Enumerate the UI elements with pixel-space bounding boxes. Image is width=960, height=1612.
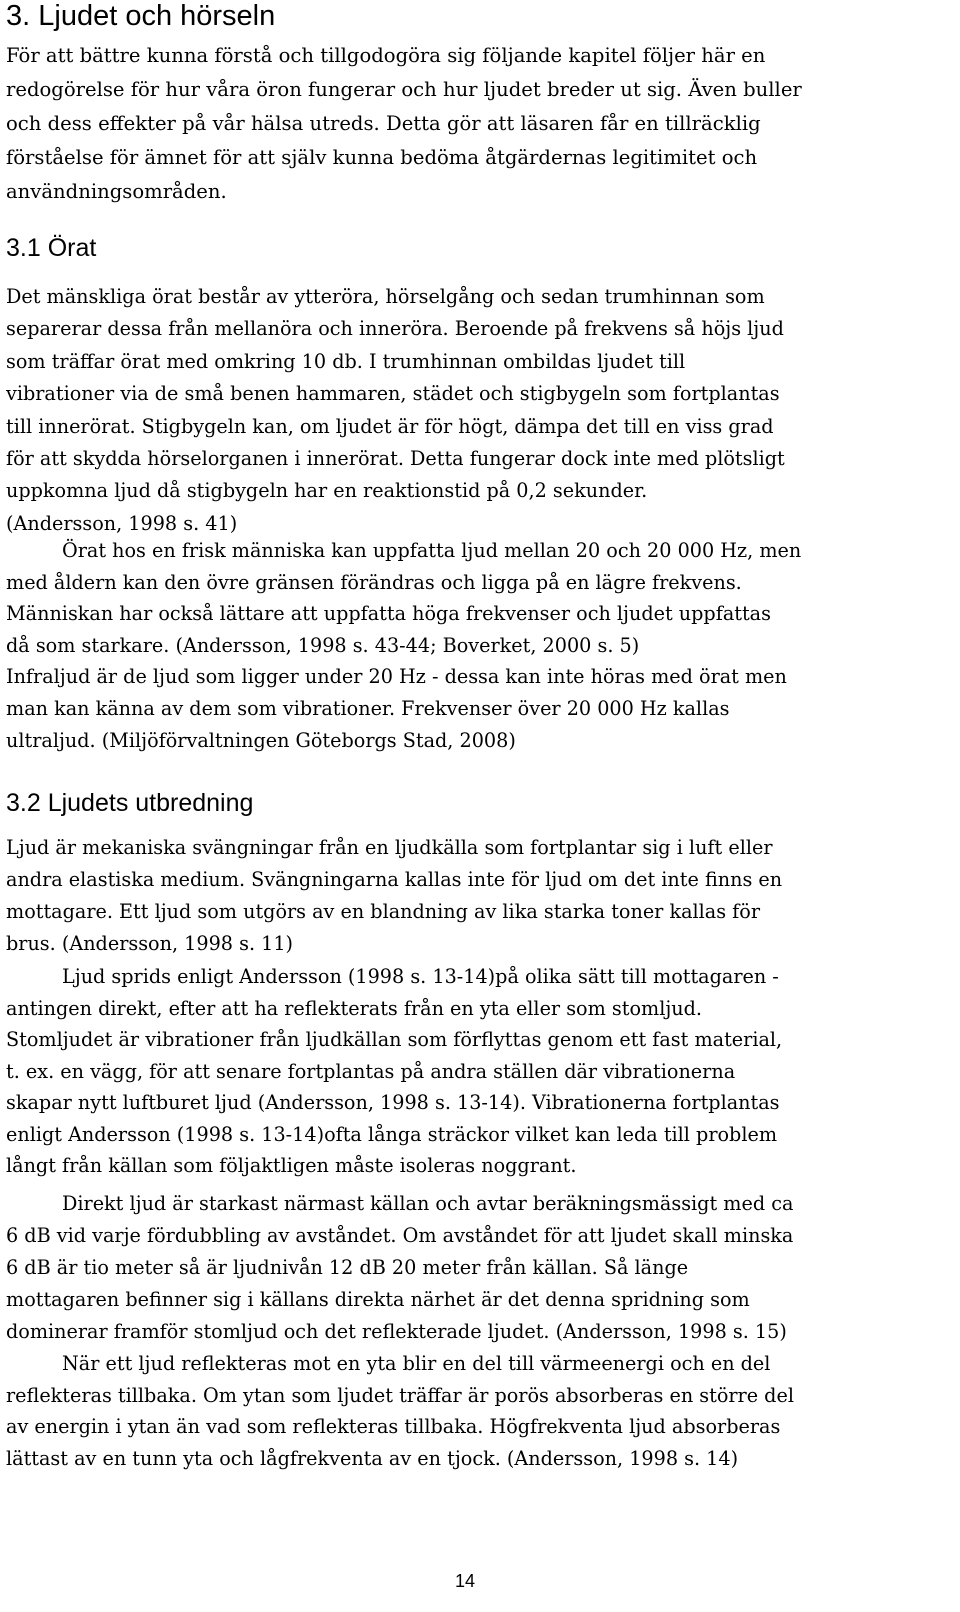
text-line: t. ex. en vägg, för att senare fortplantas på andra ställen där vibrationerna xyxy=(6,1059,736,1083)
text-line: uppkomna ljud då stigbygeln har en reaktionstid på 0,2 sekunder. xyxy=(6,479,648,503)
text-line: ultraljud. (Miljöförvaltningen Göteborgs Stad, 2008) xyxy=(6,728,516,752)
text-line: (Andersson, 1998 s. 41) xyxy=(6,511,238,535)
text-line: Direkt ljud är starkast närmast källan och avtar beräkningsmässigt med ca xyxy=(62,1192,794,1215)
text-line: som träffar örat med omkring 10 db. I trumhinnan ombildas ljudet till xyxy=(6,349,686,373)
text-line: förståelse för ämnet för att själv kunna bedöma åtgärdernas legitimitet och xyxy=(6,146,758,169)
text-line: användningsområden. xyxy=(6,180,227,203)
text-line: man kan känna av dem som vibrationer. Frekvenser över 20 000 Hz kallas xyxy=(6,696,730,720)
text-line: skapar nytt luftburet ljud (Andersson, 1998 s. 13-14). Vibrationerna fortplantas xyxy=(6,1091,780,1114)
text-line: av energin i ytan än vad som reflekteras tillbaka. Högfrekventa ljud absorberas xyxy=(6,1415,781,1438)
text-line: till innerörat. Stigbygeln kan, om ljudet är för högt, dämpa det till en viss grad xyxy=(6,414,774,438)
text-line: med åldern kan den övre gränsen förändras och ligga på en lägre frekvens. xyxy=(6,570,742,594)
chapter-heading: 3. Ljudet och hörseln xyxy=(6,0,276,32)
text-line: Det mänskliga örat består av ytteröra, hörselgång och sedan trumhinnan som xyxy=(6,285,765,308)
text-line: separerar dessa från mellanöra och inneröra. Beroende på frekvens så höjs ljud xyxy=(6,317,784,341)
text-line: då som starkare. (Andersson, 1998 s. 43-44; Boverket, 2000 s. 5) xyxy=(6,633,640,657)
text-line: mottagaren befinner sig i källans direkta närhet är det denna spridning som xyxy=(6,1288,750,1311)
text-line: När ett ljud reflekteras mot en yta blir en del till värmeenergi och en del xyxy=(62,1352,771,1375)
text-line: lättast av en tunn yta och lågfrekventa av en tjock. (Andersson, 1998 s. 14) xyxy=(6,1446,739,1470)
text-line: För att bättre kunna förstå och tillgodogöra sig följande kapitel följer här en xyxy=(6,44,766,67)
text-line: långt från källan som följaktligen måste isoleras noggrant. xyxy=(6,1154,577,1177)
text-line: antingen direkt, efter att ha reflekterats från en yta eller som stomljud. xyxy=(6,996,703,1020)
text-line: Infraljud är de ljud som ligger under 20 Hz - dessa kan inte höras med örat men xyxy=(6,665,787,689)
text-line: andra elastiska medium. Svängningarna kallas inte för ljud om det inte finns en xyxy=(6,868,783,891)
text-line: 6 dB vid varje fördubbling av avståndet. Om avståndet för att ljudet skall minska xyxy=(6,1224,794,1247)
text-line: och dess effekter på vår hälsa utreds. Detta gör att läsaren får en tillräcklig xyxy=(6,112,761,135)
text-line: enligt Andersson (1998 s. 13-14)ofta långa sträckor vilket kan leda till problem xyxy=(6,1122,778,1146)
text-line: reflekteras tillbaka. Om ytan som ljudet träffar är porös absorberas en större del xyxy=(6,1383,794,1407)
intro-paragraph xyxy=(6,39,946,209)
reflection-paragraph xyxy=(6,1348,946,1474)
text-line: mottagare. Ett ljud som utgörs av en blandning av lika starka toner kallas för xyxy=(6,900,760,923)
text-line: Människan har också lättare att uppfatta höga frekvenser och ljudet uppfattas xyxy=(6,602,771,626)
propagation-paragraph xyxy=(6,832,946,960)
text-line: vibrationer via de små benen hammaren, städet och stigbygeln som fortplantas xyxy=(6,382,780,406)
text-line: dominerar framför stomljud och det reflekterade ljudet. (Andersson, 1998 s. 15) xyxy=(6,1320,787,1343)
text-line: Ljud är mekaniska svängningar från en ljudkälla som fortplantar sig i luft eller xyxy=(6,836,773,859)
text-line: Örat hos en frisk människa kan uppfatta ljud mellan 20 och 20 000 Hz, men xyxy=(62,539,802,562)
section-heading-utbredning: 3.2 Ljudets utbredning xyxy=(6,789,254,817)
text-line: för att skydda hörselorganen i innerörat. Detta fungerar dock inte med plötsligt xyxy=(6,447,785,471)
text-line: redogörelse för hur våra öron fungerar och hur ljudet breder ut sig. Även buller xyxy=(6,78,802,101)
spreading-paragraph xyxy=(6,961,946,1182)
text-line: 6 dB är tio meter så är ljudnivån 12 dB 20 meter från källan. Så länge xyxy=(6,1256,689,1279)
hearing-range-paragraph xyxy=(6,535,946,756)
page-number: 14 xyxy=(455,1571,476,1591)
orat-paragraph xyxy=(6,281,946,540)
text-line: Stomljudet är vibrationer från ljudkällan som förflyttas genom ett fast material, xyxy=(6,1028,783,1051)
text-line: Ljud sprids enligt Andersson (1998 s. 13-14)på olika sätt till mottagaren - xyxy=(62,965,779,988)
text-line: brus. (Andersson, 1998 s. 11) xyxy=(6,932,294,955)
direct-sound-paragraph xyxy=(6,1188,946,1348)
section-heading-orat: 3.1 Örat xyxy=(6,234,97,262)
